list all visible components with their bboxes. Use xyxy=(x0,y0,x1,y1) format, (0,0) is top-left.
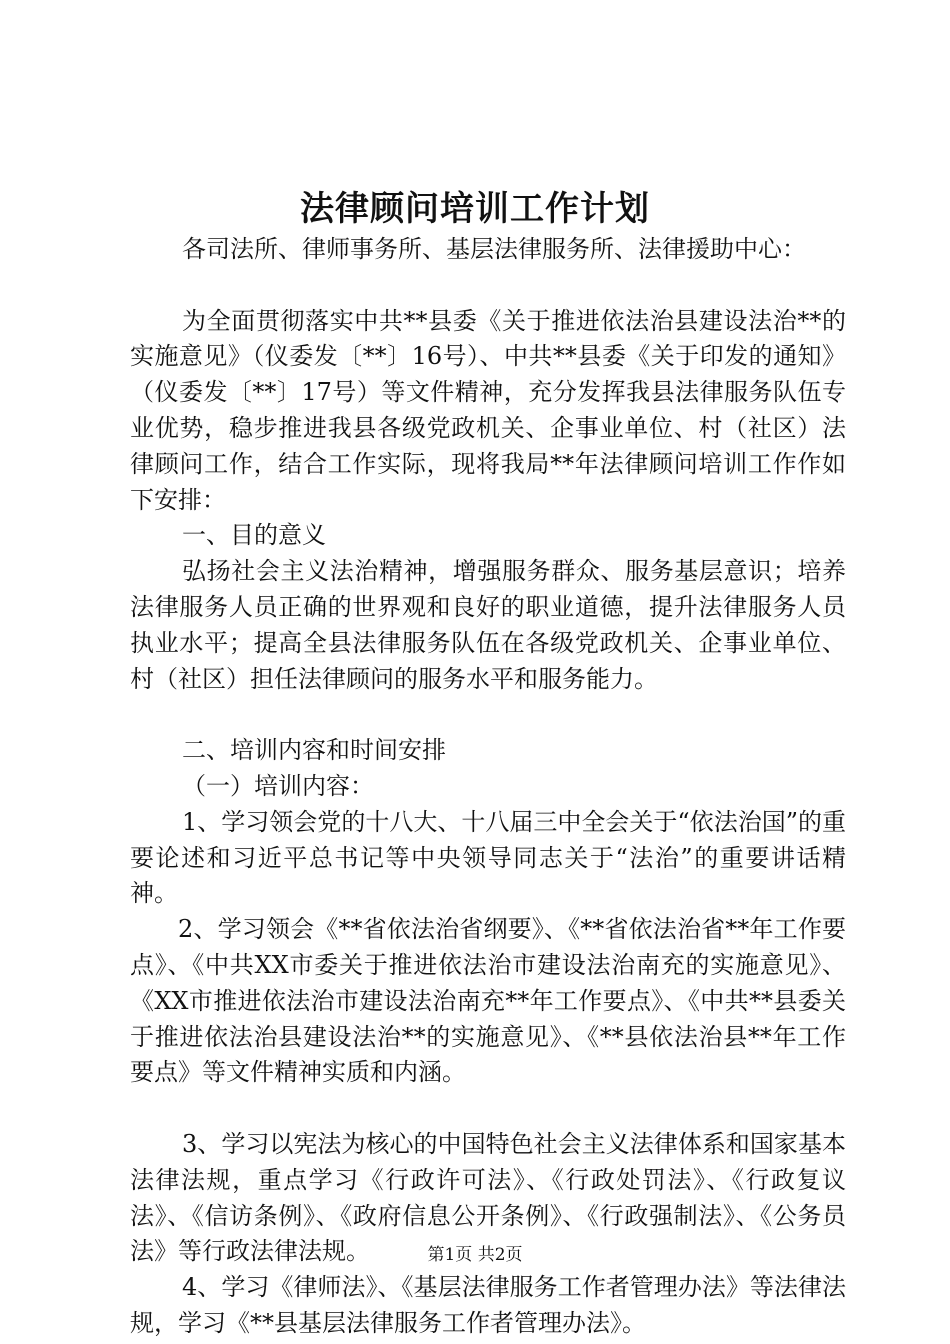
blank-line xyxy=(130,1091,846,1127)
content-item-2: 2、学习领会《**省依法治省纲要》、《**省依法治省**年工作要点》、《中共XX市委关于推进依法治市建设法治南充的实施意见》、《XX市推进依法治市建设法治南充**年工作要点》、《中共**县委关于推进依法治县建设法治**的实施意见》、《**县依法治县**年工作要点》等文件精神实质和内涵。 xyxy=(130,915,846,1087)
content-item-1: 1、学习领会党的十八大、十八届三中全会关于“依法治国”的重要论述和习近平总书记等中央领导同志关于“法治”的重要讲话精神。 xyxy=(130,807,846,908)
section-heading-content: 二、培训内容和时间安排 xyxy=(182,736,446,765)
document-title: 法律顾问培训工作计划 xyxy=(300,189,650,229)
section-heading-purpose: 一、目的意义 xyxy=(182,521,326,550)
purpose-paragraph: 弘扬社会主义法治精神，增强服务群众、服务基层意识；培养法律服务人员正确的世界观和良好的职业道德，提升法律服务人员执业水平；提高全县法律服务队伍在各级党政机关、企事业单位、村（社区）担任法律顾问的服务水平和服务能力。 xyxy=(130,557,846,693)
addressee-line: 各司法所、律师事务所、基层法律服务所、法律援助中心： xyxy=(182,235,806,263)
subsection-heading-content: （一）培训内容： xyxy=(182,771,374,800)
document-body xyxy=(130,232,846,1342)
blank-line xyxy=(130,268,846,304)
content-item-4: 4、学习《律师法》、《基层法律服务工作者管理办法》等法律法规，学习《**县基层法律服务工作者管理办法》。 xyxy=(130,1273,846,1337)
blank-line xyxy=(130,697,846,733)
intro-paragraph: 为全面贯彻落实中共**县委《关于推进依法治县建设法治**的实施意见》（仪委发〔**〕16号）、中共**县委《关于印发的通知》（仪委发〔**〕17号）等文件精神，充分发挥我县法律服务队伍专业优势，稳步推进我县各级党政机关、企事业单位、村（社区）法律顾问工作，结合工作实际，现将我局**年法律顾问培训工作作如下安排： xyxy=(130,306,846,514)
page-footer: 第1页 共2页 xyxy=(427,1245,523,1265)
content-item-3: 3、学习以宪法为核心的中国特色社会主义法律体系和国家基本法律法规，重点学习《行政许可法》、《行政处罚法》、《行政复议法》、《信访条例》、《政府信息公开条例》、《行政强制法》、《公务员法》等行政法律法规。 xyxy=(130,1129,846,1266)
